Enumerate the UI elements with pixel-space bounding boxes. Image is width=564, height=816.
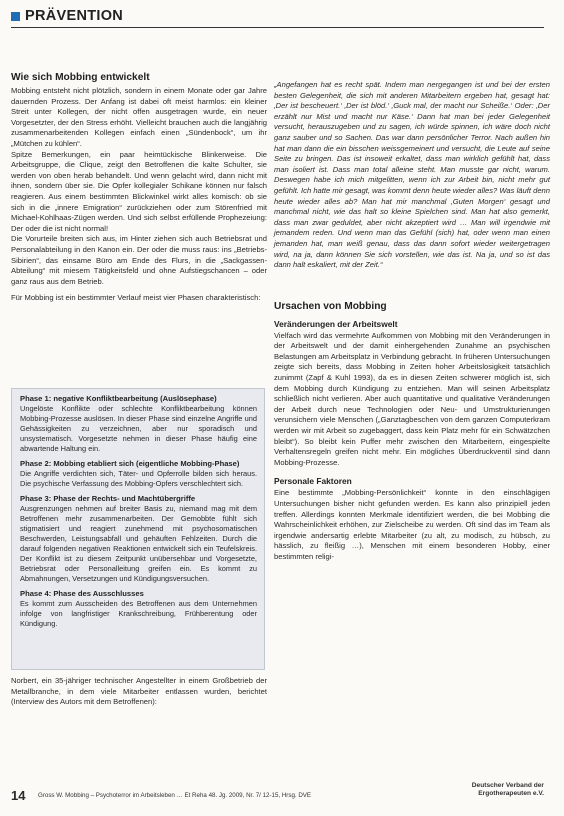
section-title: PRÄVENTION xyxy=(25,8,124,24)
phase-2 xyxy=(20,459,257,489)
phase-text: Ausgrenzungen nehmen auf breiter Basis zu, niemand mag mit dem Betroffenen mehr zusammenarbeiten. Der Gemobbte fühlt sich stigmatisiert und reagiert zunehmend mit psychosomatischen Beschwerden, Leistungsabfall und gehäuften Fehlzeiten. Durch die darauf folgenden negativen Reaktionen entwickelt sich ein Teufelskreis. Der Konflikt ist zu diesem Zeitpunkt unübersehbar und Vorgesetzte, Betriebsrat oder Personalleitung greifen ein. Es kommt zu Abmahnungen, Versetzungen und Kündigungsversuchen. xyxy=(20,504,257,583)
left-column-bottom xyxy=(11,676,267,708)
article-title: Wie sich Mobbing entwickelt xyxy=(11,72,150,83)
phase-3 xyxy=(20,494,257,584)
publisher-org xyxy=(472,782,544,798)
section-header xyxy=(11,8,123,24)
interview-quote xyxy=(274,80,550,271)
phase-1 xyxy=(20,394,257,454)
phase-text: Die Angriffe verdichten sich, Täter- und Opferrolle bilden sich heraus. Die psychische Verfassung des Mobbing-Opfers verschlechtert sich. xyxy=(20,469,257,488)
org-line-1: Deutscher Verband der xyxy=(471,782,544,789)
section-marker-square xyxy=(11,12,20,21)
phase-4 xyxy=(20,589,257,629)
personal-subheading: Personale Faktoren xyxy=(274,476,352,487)
phase-title: Phase 4: Phase des Ausschlusses xyxy=(20,589,144,598)
page-footer xyxy=(11,782,544,806)
page-number: 14 xyxy=(11,788,26,803)
causes-heading: Ursachen von Mobbing xyxy=(274,300,387,312)
phase-title: Phase 1: negative Konfliktbearbeitung (Auslösephase) xyxy=(20,394,217,403)
quote-text: „Angefangen hat es recht spät. Indem man nergegangen ist und bei der ersten besten Gelegenheit, die sich mit anderen Mitarbeitern ergeben hat, gesagt hat: ‚Der ist bescheuert.‘ ‚Der ist blöd.‘ ‚Guck mal, der macht nur Scheiße.‘ Oder: ‚Der erzählt nur Mist und macht nur Käse.‘ Dann hat man bei jeder Gelegenheit versucht, herauszugeben und zu sagen, ich würde spinnen, ich wäre doch nicht ganz sauber und so Sachen. Das war dann persönlicher Terror. Nach außen hin hat man dann die ein bisschen weissgemeinert und versucht, die Leute auf seine Seite zu bringen. Das ist insoweit erkaltet, dass man wirklich gefühlt hat, dass man isoliert ist. Dass man total alleine steht. Man musste gar nicht, warum. Deswegen habe ich mich mitgelitten, wenn ich zur Arbeit bin, nicht mehr gut gefühlt. Ich hatte mir gesagt, was kommt denn heute wieder alles? Was läuft denn heute wieder alles ab? Man hat mir manchmal ‚Guten Morgen‘ gesagt und manchmal nicht, wie das halt so kleine Spielchen sind. Man hat also gemerkt, dass man zwar geduldet, aber nicht akzeptiert wird … Man will irgendwie mit jemandem reden. Und wenn man das Gefühl (sich) hat, oder wenn man einen jemanden hat, man weiß genau, dass das dann sofort wieder weitergetragen wird, na ja, dann können Sie sich vorstellen, wie das ist. Na ja, und so ist das dann halt eskaliert, mit der Zeit.“ xyxy=(274,80,550,270)
paragraph-3: Die Vorurteile breiten sich aus, im Hinter ziehen sich auch Betriebsrat und Personalabteilung in den Kanon ein. Der oder die muss raus: ins „Betriebs-Sibirien“, das einsame Büro am Ende des Flurs, in die „Sackgassen-Abteilung“ mit miesem Tätigkeitsfeld und ohne Aufstiegschancen – oder ganz raus aus dem Betrieb. xyxy=(11,234,267,286)
left-column xyxy=(11,72,267,304)
intro-paragraph: Mobbing entsteht nicht plötzlich, sondern in einem Monate oder gar Jahre dauernden Prozess. Der Anfang ist dabei oft meist harmlos: ein kleiner Streit unter Kollegen, der nicht offen ausgetragen wurde, ein neuer Vorgesetzter, der den Stress erhöht. Vielleicht brauchen auch die langjährig zusammenarbeitenden Kollegen einfach einen „Sündenbock“, um ihr „Mütchen zu kühlen“. xyxy=(11,86,267,148)
header-rule xyxy=(11,27,544,28)
paragraph-5: Norbert, ein 35-jähriger technischer Angestellter in einem Großbetrieb der Metallbranche, in dem viele Mitarbeiter entlassen wurden, berichtet (Interview des Autors mit dem Betroffenen): xyxy=(11,676,267,707)
phase-title: Phase 3: Phase der Rechts- und Machtübergriffe xyxy=(20,494,196,503)
right-column xyxy=(274,80,550,563)
phase-title: Phase 2: Mobbing etabliert sich (eigentliche Mobbing-Phase) xyxy=(20,459,240,468)
paragraph-2: Spitze Bemerkungen, ein paar heimtückische Blinkerweise. Die Arbeitsgruppe, die Clique, zeigt den Betroffenen die kalte Schulter, sie werden von oben herab behandelt. Und wenn gelacht wird, dann nicht mit ihnen, sondern über sie. Die Opfer kollegialer Schikane können nur falsch reagieren. Aus einem bestimmten Blickwinkel wirkt alles komisch: ob sie sich in die „innere Emigration“ zurückziehen oder zum Störenfried mit Michael-Kohlhaas-Zügen werden. Und sich selbst erfüllende Prophezeiung: Der oder die ist nicht normal! xyxy=(11,149,267,233)
personal-paragraph: Eine bestimmte „Mobbing-Persönlichkeit“ konnte in den einschlägigen Untersuchungen bisher nicht gefunden werden. Es kann also prinzipiell jeden treffen. Allerdings konnten Merkmale identifiziert werden, die bei Mobbing die Wahrscheinlichkeit erhöhen, zur Zielscheibe zu werden. Oft sind das im Team als irgendwie andersartig erlebte Mitarbeiter (zu alt, zu modisch, zu hübsch, zu hässlich, zu fleißig …), Menschen mit einem besonderen Hobby, einer bestimmten religi- xyxy=(274,488,550,561)
phases-box xyxy=(11,388,265,670)
citation: Gross W. Mobbing – Psychoterror im Arbeitsleben … Et Reha 48. Jg. 2009, Nr. 7/ 12-15, Hrsg. DVE xyxy=(38,792,312,799)
work-paragraph: Vielfach wird das vermehrte Aufkommen von Mobbing mit den Veränderungen in der Arbeitswelt und der damit einhergehenden Zunahme an psychischen Belastungen am Arbeitsplatz in Verbindung gebracht. In früheren Untersuchungen zeigte sich bereits, dass Mobbing in Zeiten hoher Arbeitslosigkeit tatsächlich zunimmt (Zapf & Kuhl 1993), da es in diesen Zeiten schwerer möglich ist, sich dem Mobbing durch Kündigung zu entziehen. Man will seinen Arbeitsplatz schließlich nicht verlieren. Aber auch quantitative und qualitative Veränderungen der Arbeit durch neue Technologien oder Neu- und Umstrukturierungen verunsichern viele Menschen („Ganztagbeschen von dem ganzen Computerkram werden wir mit Arbeit so zugebaggert, dass kein Platz mehr für ein Schwätzchen bleibt“). So bleibt kein Puffer mehr zwischen den Mitarbeitern, eingespielte Verhaltensregeln greifen nicht mehr. Ein mögliches Überdruckventil sind dann Mobbing-Prozesse. xyxy=(274,330,550,467)
work-subheading: Veränderungen der Arbeitswelt xyxy=(274,318,398,329)
phase-text: Ungelöste Konflikte oder schlechte Konfliktbearbeitung können Mobbing-Prozesse auslösen. In dieser Phase sind einzelne Angriffe und Gehässigkeiten zu verzeichnen, aber nur sporadisch und unsystematisch. Vorgesetzte nehmen in dieser Phase häufig eine abwartende Haltung ein. xyxy=(20,404,257,453)
phase-text: Es kommt zum Ausscheiden des Betroffenen aus dem Unternehmen infolge von langfristiger Krankschreibung, Frühberentung oder Kündigung. xyxy=(20,599,257,628)
org-line-2: Ergotherapeuten e.V. xyxy=(478,790,544,797)
paragraph-4: Für Mobbing ist ein bestimmter Verlauf meist vier Phasen charakteristisch: xyxy=(11,293,261,303)
